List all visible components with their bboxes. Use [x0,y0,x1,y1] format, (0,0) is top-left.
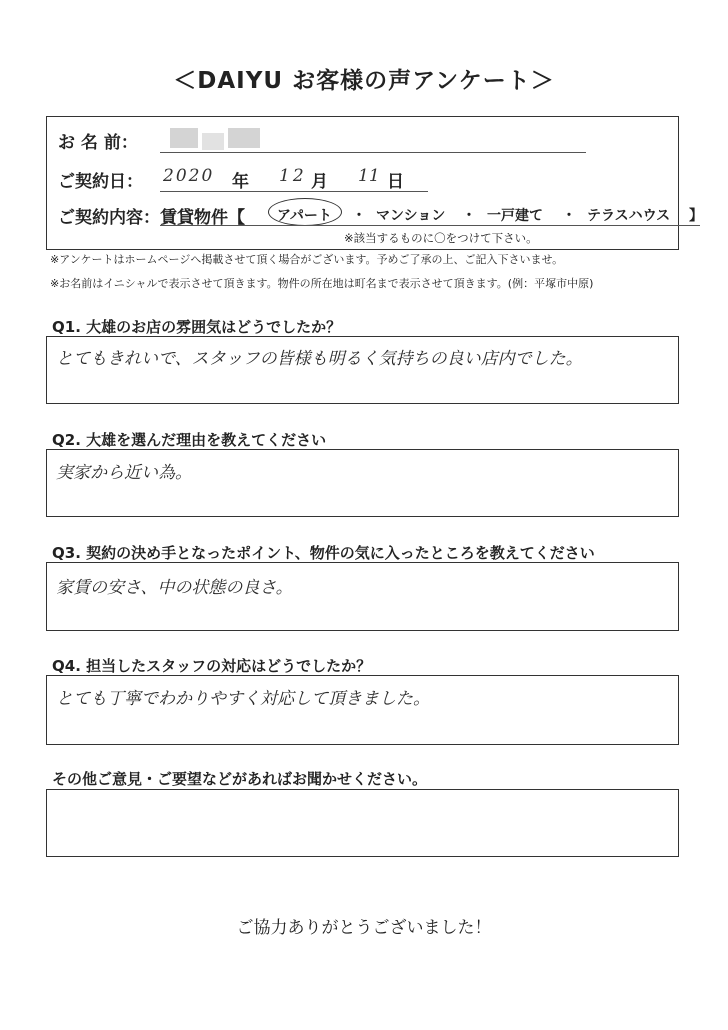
bracket-close: 】 [689,208,703,224]
answer-2-text: 実家から近い為。 [56,463,192,483]
year-unit: 年 [232,172,249,192]
other-comments-box [46,789,679,857]
page-title: ＜DAIYU お客様の声アンケート＞ [173,68,555,94]
redacted-name-block [202,133,224,150]
question-4-label: Q4. 担当したスタッフの対応はどうでしたか？ [52,657,372,675]
day-unit: 日 [387,172,404,192]
contract-date-label: ご契約日： [58,172,143,192]
question-1-label: Q1. 大雄のお店の雰囲気はどうでしたか？ [52,318,342,336]
property-type-house: 一戸建て [487,208,543,224]
type-separator: ・ [462,208,476,224]
name-label: お 名 前： [58,133,138,153]
month-unit: 月 [311,172,328,192]
circle-instruction: ※該当するものに〇をつけて下さい。 [344,231,538,245]
property-type-terrace-house: テラスハウス [587,208,671,224]
redacted-name-block [228,128,260,148]
answer-4-text: とても丁寧でわかりやすく対応して頂きました。 [56,689,430,709]
notice-publication: ※アンケートはホームページへ掲載させて頂く場合がございます。予めご了承の上、ご記入下さいませ。 [50,253,564,266]
question-2-label: Q2. 大雄を選んだ理由を教えてください [52,431,327,449]
type-separator: ・ [562,208,576,224]
contract-day-value: 11 [358,166,380,186]
other-comments-label: その他ご意見・ご要望などがあればお聞かせください。 [52,770,428,788]
property-type-mansion: マンション [376,208,446,224]
name-underline [160,152,586,153]
question-3-label: Q3. 契約の決め手となったポイント、物件の気に入ったところを教えてください [52,544,595,562]
contract-year-value: 2020 [163,166,215,186]
contract-month-value: 12 [279,166,307,186]
contract-type-underline [160,225,700,226]
type-separator: ・ [352,208,366,224]
date-underline [160,191,428,192]
redacted-name-block [170,128,198,148]
answer-3-text: 家賃の安さ、中の状態の良さ。 [56,578,293,598]
thanks-message: ご協力ありがとうございました！ [236,918,492,938]
notice-initials: ※お名前はイニシャルで表示させて頂きます。物件の所在地は町名まで表示させて頂きます。(例：平塚市中原) [50,277,594,290]
answer-1-text: とてもきれいで、スタッフの皆様も明るく気持ちの良い店内でした。 [56,349,583,369]
contract-type-label: ご契約内容：賃貸物件【 [58,208,245,228]
property-type-apartment: アパート [277,208,332,224]
